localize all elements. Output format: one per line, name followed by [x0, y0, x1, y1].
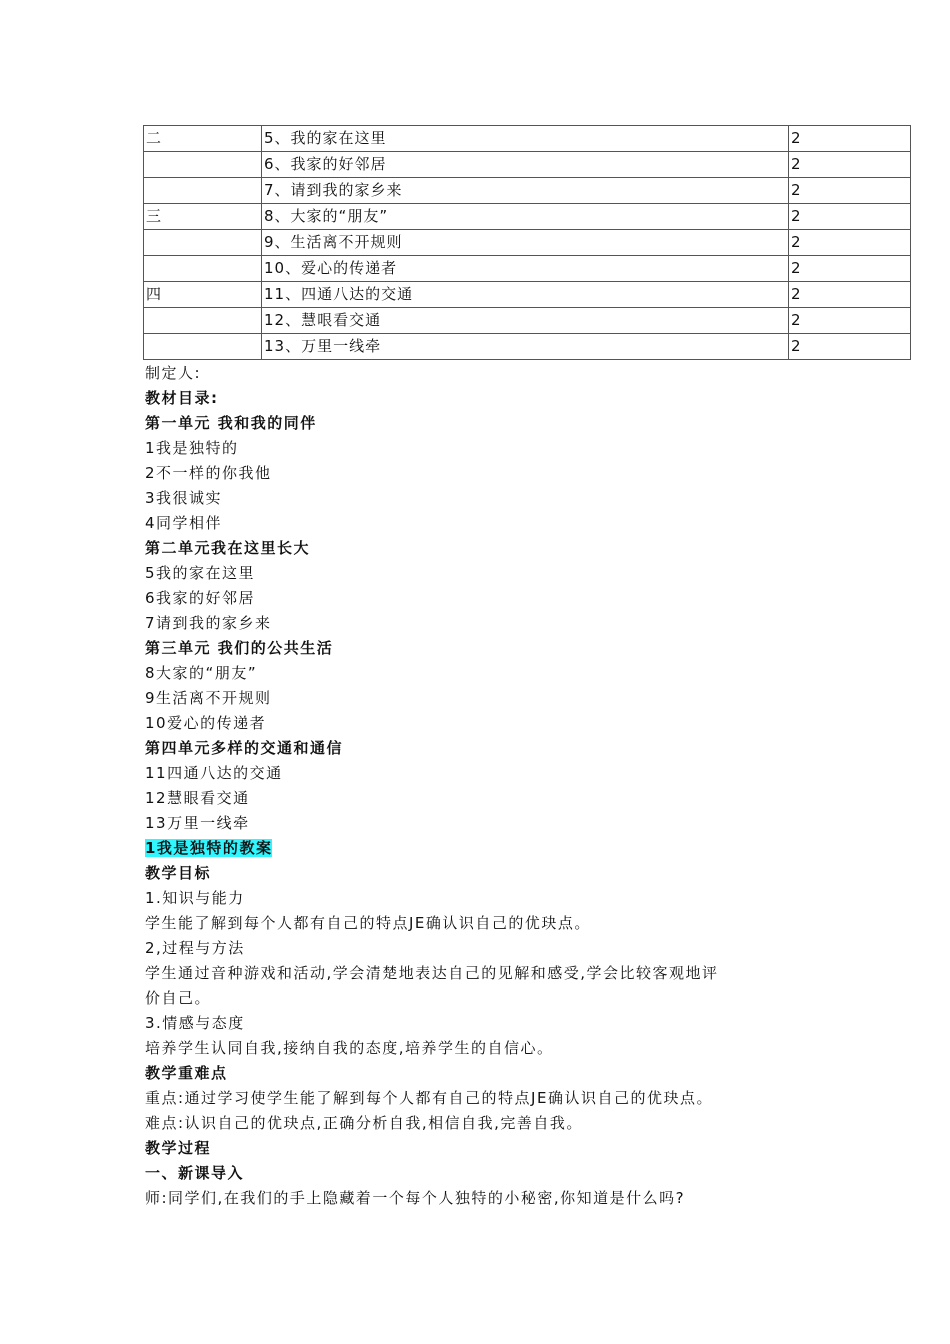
- lesson-title-cell: 13、万里一线牵: [262, 334, 789, 360]
- paragraph: 培养学生认同自我,接纳自我的态度,培养学生的自信心。: [145, 1039, 554, 1057]
- maker-label: 制定人:: [145, 364, 202, 382]
- document-body: [145, 361, 825, 1211]
- paragraph: 学生通过音种游戏和活动,学会清楚地表达自己的见解和感受,学会比较客观地评: [145, 964, 719, 982]
- paragraph: 重点:通过学习使学生能了解到每个人都有自己的特点JE确认识自己的优玦点。: [145, 1089, 713, 1107]
- paragraph: 师:同学们,在我们的手上隐藏着一个每个人独特的小秘密,你知道是什么吗?: [145, 1189, 686, 1207]
- hours-cell: 2: [789, 230, 911, 256]
- hours-cell: 2: [789, 334, 911, 360]
- section-heading: 教学目标: [145, 864, 212, 882]
- unit-cell: [144, 152, 262, 178]
- lesson-title-cell: 7、请到我的家乡来: [262, 178, 789, 204]
- toc-item: 12慧眼看交通: [145, 789, 250, 807]
- hours-cell: 2: [789, 152, 911, 178]
- subsection-heading: 2,过程与方法: [145, 939, 245, 957]
- hours-cell: 2: [789, 282, 911, 308]
- paragraph: 学生能了解到每个人都有自己的特点JE确认识自己的优玦点。: [145, 914, 591, 932]
- unit-heading: 第二单元我在这里长大: [145, 539, 311, 557]
- toc-item: 10爱心的传递者: [145, 714, 267, 732]
- subsection-heading: 一、新课导入: [145, 1164, 245, 1182]
- toc-item: 6我家的好邻居: [145, 589, 256, 607]
- unit-cell: 二: [144, 126, 262, 152]
- toc-item: 7请到我的家乡来: [145, 614, 272, 632]
- toc-item: 8大家的“朋友”: [145, 664, 258, 682]
- toc-item: 2不一样的你我他: [145, 464, 272, 482]
- lesson-title-cell: 5、我的家在这里: [262, 126, 789, 152]
- lesson-title-cell: 8、大家的“朋友”: [262, 204, 789, 230]
- unit-heading: 第三单元 我们的公共生活: [145, 639, 334, 657]
- subsection-heading: 3.情感与态度: [145, 1014, 245, 1032]
- paragraph: 难点:认识自己的优玦点,正确分析自我,相信自我,完善自我。: [145, 1114, 583, 1132]
- lesson-title-cell: 10、爱心的传递者: [262, 256, 789, 282]
- hours-cell: 2: [789, 204, 911, 230]
- lesson-title-cell: 9、生活离不开规则: [262, 230, 789, 256]
- toc-item: 5我的家在这里: [145, 564, 256, 582]
- unit-cell: [144, 334, 262, 360]
- lesson-title-cell: 6、我家的好邻居: [262, 152, 789, 178]
- hours-cell: 2: [789, 178, 911, 204]
- subsection-heading: 1.知识与能力: [145, 889, 245, 907]
- table-row: [144, 204, 911, 230]
- lesson-title-cell: 11、四通八达的交通: [262, 282, 789, 308]
- unit-cell: [144, 178, 262, 204]
- toc-item: 9生活离不开规则: [145, 689, 272, 707]
- toc-item: 11四通八达的交通: [145, 764, 283, 782]
- table-row: [144, 230, 911, 256]
- unit-cell: [144, 256, 262, 282]
- toc-item: 1我是独特的: [145, 439, 239, 457]
- hours-cell: 2: [789, 126, 911, 152]
- hours-cell: 2: [789, 256, 911, 282]
- toc-heading: 教材目录:: [145, 389, 219, 407]
- unit-heading: 第四单元多样的交通和通信: [145, 739, 344, 757]
- toc-item: 13万里一线牵: [145, 814, 250, 832]
- table-row: [144, 126, 911, 152]
- section-heading: 教学过程: [145, 1139, 212, 1157]
- table-row: [144, 256, 911, 282]
- hours-cell: 2: [789, 308, 911, 334]
- table-row: [144, 334, 911, 360]
- lesson-plan-title: 1我是独特的教案: [145, 839, 273, 857]
- toc-item: 3我很诚实: [145, 489, 223, 507]
- unit-cell: [144, 308, 262, 334]
- lesson-title-cell: 12、慧哏看交通: [262, 308, 789, 334]
- table-row: [144, 152, 911, 178]
- toc-item: 4同学相伴: [145, 514, 223, 532]
- table-row: [144, 308, 911, 334]
- unit-heading: 第一单元 我和我的同伴: [145, 414, 317, 432]
- section-heading: 教学重难点: [145, 1064, 228, 1082]
- unit-cell: 四: [144, 282, 262, 308]
- unit-cell: 三: [144, 204, 262, 230]
- paragraph: 价自己。: [145, 989, 212, 1007]
- schedule-table: [143, 125, 911, 360]
- table-row: [144, 178, 911, 204]
- table-row: [144, 282, 911, 308]
- unit-cell: [144, 230, 262, 256]
